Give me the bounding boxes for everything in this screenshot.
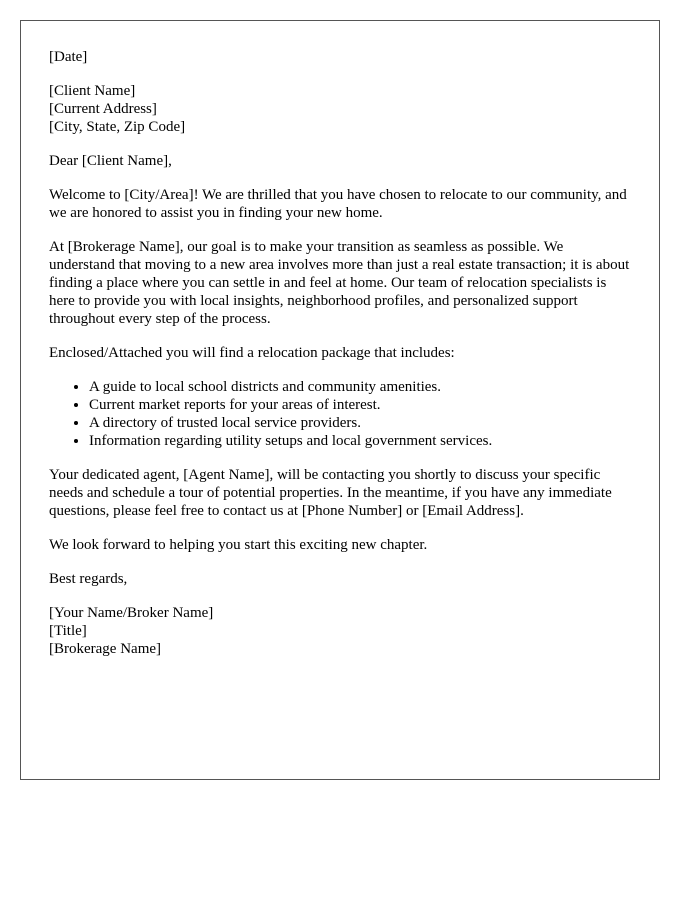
- list-item: • A guide to local school districts and community amenities.: [89, 378, 631, 396]
- paragraph-package-intro: Enclosed/Attached you will find a relocation package that includes:: [49, 345, 455, 361]
- signature-brokerage: [Brokerage Name]: [49, 641, 162, 657]
- paragraph-look-forward: We look forward to helping you start this exciting new chapter.: [49, 537, 428, 553]
- letter-page: [20, 20, 660, 780]
- recipient-address-block: [49, 82, 631, 136]
- letter-date: [Date]: [49, 49, 88, 65]
- paragraph-welcome: Welcome to [City/Area]! We are thrilled that you have chosen to relocate to our community, and we are honored to assist you in finding your new home.: [49, 187, 627, 221]
- recipient-name: [Client Name]: [49, 83, 136, 99]
- paragraph-goal: At [Brokerage Name], our goal is to make your transition as seamless as possible. We understand that moving to a new area involves more than just a real estate transaction; it is about finding a place where you can settle in and feel at home. Our team of relocation specialists is here to provide you with local insights, neighborhood profiles, and personalized support throughout every step of the process.: [49, 239, 630, 327]
- recipient-city-state-zip: [City, State, Zip Code]: [49, 119, 186, 135]
- salutation: Dear [Client Name],: [49, 153, 172, 169]
- paragraph-agent-contact: Your dedicated agent, [Agent Name], will be contacting you shortly to discuss your specific needs and schedule a tour of potential properties. In the meantime, if you have any immediate questions, please feel free to contact us at [Phone Number] or [Email Address].: [49, 467, 612, 519]
- signature-title: [Title]: [49, 623, 87, 639]
- sign-off: Best regards,: [49, 571, 128, 587]
- signature-block: [49, 604, 631, 658]
- signature-name: [Your Name/Broker Name]: [49, 605, 214, 621]
- recipient-address: [Current Address]: [49, 101, 157, 117]
- list-item: • Current market reports for your areas of interest.: [89, 396, 631, 414]
- list-item: • Information regarding utility setups and local government services.: [89, 432, 631, 450]
- list-item: • A directory of trusted local service providers.: [89, 414, 631, 432]
- package-list: [49, 378, 631, 450]
